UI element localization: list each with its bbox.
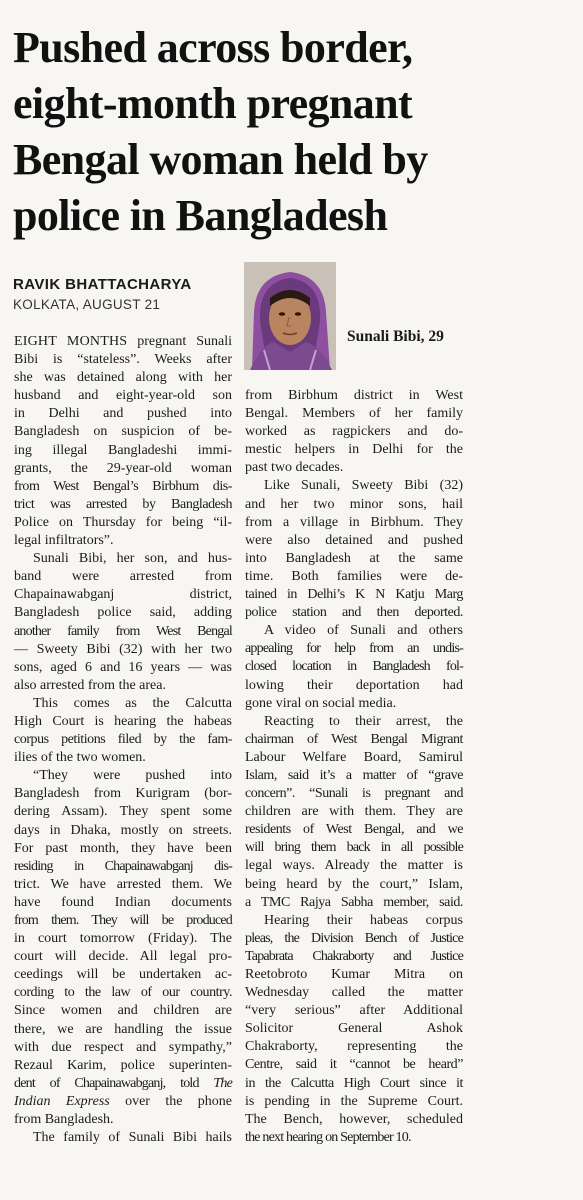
text-line: Islam, said it’s a matter of “grave <box>245 767 463 783</box>
text-line: The Bench, however, scheduled <box>245 1111 463 1127</box>
text-line: Chakraborty, representing the <box>245 1039 463 1055</box>
text-line: Bangladesh from Kurigram (bor- <box>14 786 232 802</box>
text-line: Police on Thursday for being “il- <box>14 514 232 530</box>
lead-in-text: pregnant Sunali <box>127 334 232 349</box>
text-fragment: dent of Chapainawabganj, told <box>14 1075 214 1091</box>
text-line: lowing their deportation had <box>245 677 463 693</box>
text-line: another family from West Bengal <box>14 623 232 639</box>
text-line: a TMC Rajya Sabha member, said. <box>245 894 463 910</box>
text-line: Labour Welfare Board, Samirul <box>245 749 463 765</box>
text-line: and her two minor sons, hail <box>245 496 463 512</box>
text-line: A video of Sunali and others <box>264 623 463 639</box>
text-line: legal ways. Already the matter is <box>245 858 463 874</box>
text-line: ilies of the two women. <box>14 750 146 766</box>
text-line: children are with them. They are <box>245 804 463 820</box>
text-line: ing illegal Bangladeshi immi- <box>14 442 232 458</box>
text-line: from a village in Birbhum. They <box>245 514 463 530</box>
byline-block <box>13 275 233 315</box>
text-line: Tapabrata Chakraborty and Justice <box>245 948 463 964</box>
portrait-photo <box>244 262 336 370</box>
text-line: gone viral on social media. <box>245 695 397 711</box>
dateline: KOLKATA, AUGUST 21 <box>13 297 161 312</box>
text-line: grants, the 29-year-old woman <box>14 460 232 476</box>
byline: RAVIK BHATTACHARYA <box>13 276 192 293</box>
text-line: ceedings will be undertaken ac- <box>14 967 232 983</box>
text-line: trict was arrested by Bangladesh <box>14 496 232 512</box>
text-line: Wednesday called the matter <box>245 985 463 1001</box>
text-line: days in Dhaka, mostly on streets. <box>14 822 232 838</box>
text-line: there, we are handling the issue <box>14 1021 232 1037</box>
text-line: dering Assam). They spent some <box>14 804 232 820</box>
text-line <box>14 1093 232 1111</box>
text-line: appealing for help from an undis- <box>245 641 463 657</box>
headline-line: police in Bangladesh <box>13 191 388 240</box>
text-line: time. Both families were de- <box>245 568 463 584</box>
photo-caption: Sunali Bibi, 29 <box>347 328 444 345</box>
text-line: from West Bengal’s Birbhum dis- <box>14 478 232 494</box>
text-line: in court tomorrow (Friday). The <box>14 931 232 947</box>
text-line: The family of Sunali Bibi hails <box>33 1130 232 1146</box>
text-line: from Birbhum district in West <box>245 388 463 403</box>
text-line: Hearing their habeas corpus <box>264 912 463 928</box>
text-line: pleas, the Division Bench of Justice <box>245 930 463 946</box>
text-line <box>14 1075 232 1093</box>
text-line: is pending in the Supreme Court. <box>245 1093 463 1109</box>
text-line: Centre, said it “cannot be heard” <box>245 1057 463 1073</box>
text-line: Chapainawabganj district, <box>14 587 232 603</box>
text-line: — Sweety Bibi (32) with her two <box>14 641 232 657</box>
text-line: being heard by the court,” Islam, <box>245 876 463 892</box>
text-line: Bangladesh police said, adding <box>14 605 232 621</box>
text-line: band were arrested from <box>14 569 232 585</box>
text-line: mestic helpers in Delhi for the <box>245 442 463 458</box>
text-line: Reetobroto Kumar Mitra on <box>245 967 463 982</box>
headline-line: eight-month pregnant <box>13 79 413 128</box>
text-line: concern”. “Sunali is pregnant and <box>245 786 463 802</box>
text-line: into Bangladesh at the same <box>245 550 463 566</box>
text-line: High Court is hearing the habeas <box>14 713 232 729</box>
article-column-left <box>14 333 232 1147</box>
lead-in-caps: EIGHT MONTHS <box>14 334 128 349</box>
publication-name: Indian Express <box>14 1093 110 1109</box>
text-line: were also detained and pushed <box>245 532 463 548</box>
text-line: trict. We have arrested them. We <box>14 876 232 892</box>
photo-block <box>244 262 574 372</box>
text-line: corpus petitions filed by the fam- <box>14 732 232 748</box>
text-line: have found Indian documents <box>14 894 232 910</box>
text-line: closed location in Bangladesh fol- <box>245 659 463 675</box>
text-fragment: over the phone <box>109 1093 232 1109</box>
text-line: court will decide. All legal pro- <box>14 949 232 965</box>
publication-name: The <box>213 1075 232 1091</box>
text-line: past two decades. <box>245 460 344 476</box>
text-line: also arrested from the area. <box>14 677 166 693</box>
text-line: Rezaul Karim, police superinten- <box>14 1057 232 1073</box>
text-line: Bibi is “stateless”. Weeks after <box>14 352 232 368</box>
text-line: residents of West Bengal, and we <box>245 822 463 838</box>
text-line: Since women and children are <box>14 1003 232 1019</box>
headline <box>13 20 573 244</box>
text-line: the next hearing on September 10. <box>245 1129 411 1145</box>
text-line: Bangladesh on suspicion of be- <box>14 424 232 440</box>
text-line: cording to the law of our country. <box>14 985 232 1001</box>
text-line: Solicitor General Ashok <box>245 1021 463 1037</box>
text-line: worked as ragpickers and do- <box>245 424 463 440</box>
text-line: chairman of West Bengal Migrant <box>245 731 463 747</box>
text-line: Bengal. Members of her family <box>245 406 463 422</box>
headline-line: Pushed across border, <box>13 23 413 72</box>
text-line: Reacting to their arrest, the <box>264 713 463 729</box>
article-column-right <box>245 387 463 1147</box>
text-line: This comes as the Calcutta <box>33 695 232 711</box>
text-line: with due respect and sympathy,” <box>14 1039 232 1055</box>
text-line: she was detained along with her <box>14 370 232 386</box>
text-line: sons, aged 6 and 16 years — was <box>14 659 232 675</box>
text-line: Sunali Bibi, her son, and hus- <box>33 551 232 567</box>
text-line: in Delhi and pushed into <box>14 406 232 422</box>
text-line: “They were pushed into <box>33 768 232 784</box>
text-line: will bring them back in all possible <box>245 840 463 856</box>
text-line: legal infiltrators”. <box>14 533 114 549</box>
text-line: residing in Chapainawabganj dis- <box>14 858 232 874</box>
text-line: For past month, they have been <box>14 840 232 856</box>
text-line: “very serious” after Additional <box>245 1003 463 1019</box>
text-line: police station and then deported. <box>245 605 463 621</box>
text-line: from them. They will be produced <box>14 913 232 928</box>
text-line <box>14 333 232 351</box>
text-line: tained in Delhi’s K N Katju Marg <box>245 587 463 603</box>
text-line: husband and eight-year-old son <box>14 388 232 404</box>
text-line: from Bangladesh. <box>14 1112 114 1128</box>
text-line: in the Calcutta High Court since it <box>245 1075 463 1091</box>
text-line: Like Sunali, Sweety Bibi (32) <box>264 478 463 494</box>
headline-line: Bengal woman held by <box>13 135 428 184</box>
